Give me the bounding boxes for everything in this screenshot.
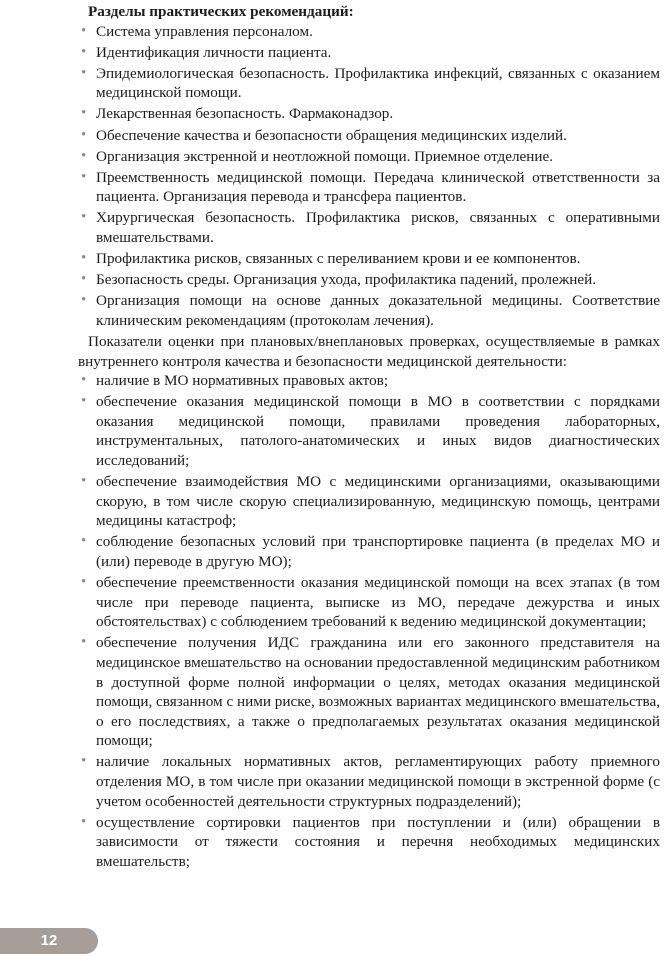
list-item: • наличие локальных нормативных актов, регламентирующих работу приемного отделения МО, в том числе при оказании медицинской помощи в экстренной форме (с учетом особенностей деятельности структурных подразделений); xyxy=(81,753,660,810)
bullet-icon: • xyxy=(81,250,87,267)
list-item: • Лекарственная безопасность. Фармаконадзор. xyxy=(81,105,394,123)
bullet-icon: • xyxy=(81,126,87,143)
bullet-icon: • xyxy=(81,168,87,185)
bullet-icon: • xyxy=(81,43,87,60)
list-item: • Система управления персоналом. xyxy=(81,22,313,40)
bullet-icon: • xyxy=(81,105,87,122)
bullet-icon: • xyxy=(81,292,87,309)
list-item: • осуществление сортировки пациентов при поступлении и (или) обращении в зависимости от тяжести состояния и перечня необходимых медицинских вмешательств; xyxy=(81,813,660,870)
bullet-icon: • xyxy=(81,372,87,389)
list-item: • Организация экстренной и неотложной помощи. Приемное отделение. xyxy=(81,147,554,165)
bullet-icon: • xyxy=(81,22,87,39)
list-item: • обеспечение оказания медицинской помощи в МО в соответствии с порядками оказания медицинской помощи, правилами проведения лабораторных, инструментальных, патолого-анатомических и иных видов диагностических исследований; xyxy=(81,393,660,470)
list-item: • Эпидемиологическая безопасность. Профилактика инфекций, связанных с оказанием медицинской помощи. xyxy=(81,64,660,102)
indicators-list xyxy=(78,371,660,871)
list-item: • обеспечение взаимодействия МО с медицинскими организациями, оказывающими скорую, в том числе скорую специализированную, медицинскую помощь, центрами медицины катастроф; xyxy=(81,473,660,530)
bullet-icon: • xyxy=(81,393,87,410)
list-item: • Преемственность медицинской помощи. Передача клинической ответственности за пациента. Организация перевода и трансфера пациентов. xyxy=(81,168,660,206)
list-item: • обеспечение преемственности оказания медицинской помощи на всех этапах (в том числе при переводе пациента, выписке из МО, передаче дежурства и иных обстоятельствах) с соблюдением требований к ведению медицинской документации; xyxy=(81,574,660,631)
list-item: • Организация помощи на основе данных доказательной медицины. Соответствие клиническим рекомендациям (протоколам лечения). xyxy=(81,292,660,329)
list-item: • Хирургическая безопасность. Профилактика рисков, связанных с оперативными вмешательствами. xyxy=(81,209,660,247)
bullet-icon: • xyxy=(81,64,87,81)
bullet-icon: • xyxy=(81,753,87,770)
intro-paragraph: Показатели оценки при плановых/внеплановых проверках, осуществляемые в рамках внутреннего контроля качества и безопасности медицинской деятельности: xyxy=(78,333,660,370)
bullet-icon: • xyxy=(81,209,87,226)
sections-list xyxy=(78,22,660,331)
list-item: • Профилактика рисков, связанных с переливанием крови и ее компонентов. xyxy=(81,250,581,268)
list-item: • Безопасность среды. Организация ухода, профилактика падений, пролежней. xyxy=(81,271,597,289)
bullet-icon: • xyxy=(81,147,87,164)
list-item: • Обеспечение качества и безопасности обращения медицинских изделий. xyxy=(81,126,567,144)
bullet-icon: • xyxy=(81,813,87,830)
list-item: • соблюдение безопасных условий при транспортировке пациента (в пределах МО и (или) переводе в другую МО); xyxy=(81,533,660,571)
bullet-icon: • xyxy=(81,533,87,550)
bullet-icon: • xyxy=(81,271,87,288)
section-heading: Разделы практических рекомендаций: xyxy=(88,3,354,20)
document-page xyxy=(78,2,660,873)
list-item: • Идентификация личности пациента. xyxy=(81,43,332,61)
bullet-icon: • xyxy=(81,634,87,651)
list-item: • наличие в МО нормативных правовых актов; xyxy=(81,372,389,390)
list-item: • обеспечение получения ИДС гражданина или его законного представителя на медицинское вмешательство на основании предоставленной медицинским работником в доступной форме полной информации о целях, методах оказания медицинской помощи, связанном с ними риске, возможных вариантах медицинского вмешательства, о его последствиях, а также о предполагаемых результатах оказания медицинской помощи; xyxy=(81,634,660,750)
bullet-icon: • xyxy=(81,574,87,591)
bullet-icon: • xyxy=(81,473,87,490)
page-number-tab: 12 xyxy=(0,928,98,954)
